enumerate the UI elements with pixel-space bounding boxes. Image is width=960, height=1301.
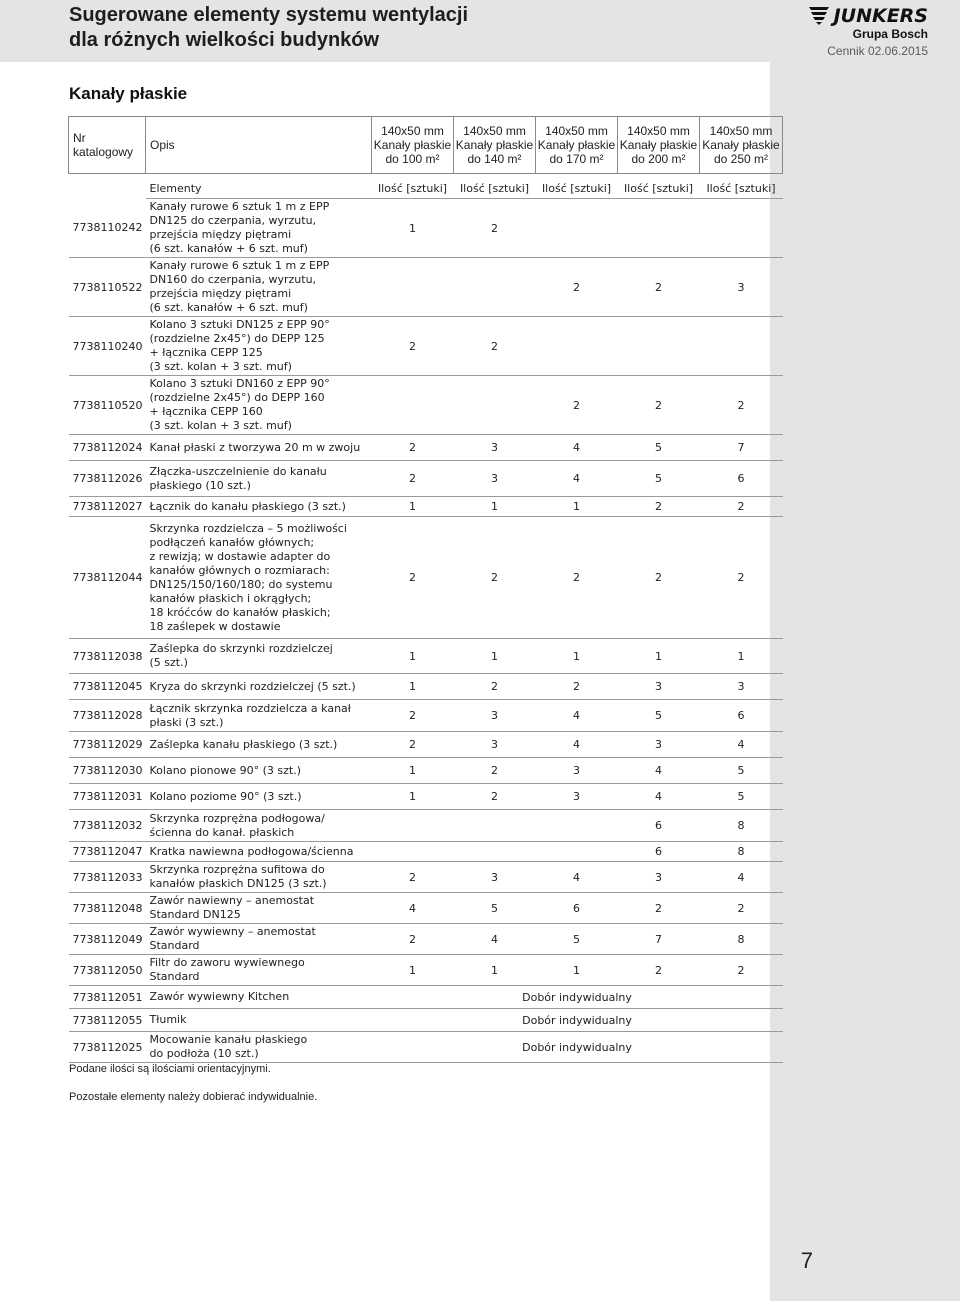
quantity-cell: 2 [618,376,700,435]
quantity-cell: 3 [700,674,783,700]
quantity-cell: 1 [536,639,618,674]
quantity-cell [372,258,454,317]
catalog-number: 7738112033 [69,862,146,893]
quantity-cell: 1 [700,639,783,674]
table-row [69,732,783,758]
quantity-cell: 4 [700,862,783,893]
catalog-number: 7738112032 [69,810,146,842]
item-description: Zaślepka kanału płaskiego (3 szt.) [146,732,372,758]
catalog-number: 7738110240 [69,317,146,376]
note-individual: Pozostałe elementy należy dobierać indywidualnie. [69,1091,318,1103]
item-description: Kanał płaski z tworzywa 20 m w zwoju [146,435,372,461]
quantity-cell: 8 [700,810,783,842]
quantity-cell: 2 [454,674,536,700]
page-title [69,3,468,53]
quantity-cell: 2 [536,376,618,435]
size-line: 140x50 mm [545,124,608,138]
quantity-cell: 2 [618,258,700,317]
item-description: Kratka nawiewna podłogowa/ścienna [146,842,372,862]
catalog-number: 7738112030 [69,758,146,784]
quantity-cell: 1 [372,674,454,700]
quantity-cell [536,199,618,258]
subheader-qty: Ilość [sztuki] [372,178,454,199]
size-line: Kanały płaskie [702,138,780,152]
page-title-line-1: Sugerowane elementy systemu wentylacji [69,4,469,26]
table-row [69,1009,783,1032]
table-row [69,700,783,732]
quantity-cell: 4 [618,758,700,784]
quantity-cell: 1 [454,497,536,517]
quantity-cell: 6 [618,810,700,842]
item-description: Zaślepka do skrzynki rozdzielczej (5 szt.) [146,639,372,674]
item-description: Skrzynka rozdzielcza – 5 możliwości podłączeń kanałów głównych; z rewizją; w dostawie adapter do kanałów głównych o rozmiarach: DN125/150/160/180; do systemu kanałów płaskich i okrągłych; 18 króćców do kanałów płaskich; 18 zaślepek w dostawie [146,517,372,639]
subheader-row [69,178,783,199]
table-row [69,784,783,810]
quantity-cell: 2 [618,517,700,639]
table-row [69,842,783,862]
quantity-cell: 2 [454,758,536,784]
quantity-cell: 2 [454,517,536,639]
quantity-cell: 2 [372,732,454,758]
item-description: Kolano pionowe 90° (3 szt.) [146,758,372,784]
size-line: do 200 m² [631,152,686,166]
catalog-number: 7738112026 [69,461,146,497]
table-row [69,810,783,842]
quantity-cell: 5 [700,784,783,810]
item-description: Skrzynka rozprężna podłogowa/ ścienna do kanał. płaskich [146,810,372,842]
quantity-cell [454,810,536,842]
subheader-qty: Ilość [sztuki] [700,178,783,199]
brand-block [808,5,928,58]
table-row [69,435,783,461]
size-line: 140x50 mm [463,124,526,138]
catalog-number: 7738110520 [69,376,146,435]
item-description: Kryza do skrzynki rozdzielczej (5 szt.) [146,674,372,700]
quantity-cell: 1 [536,955,618,986]
junkers-flag-icon [808,6,830,26]
quantity-cell: 3 [536,784,618,810]
column-header-description: Opis [146,117,372,174]
item-description: Zawór wywiewny – anemostat Standard [146,924,372,955]
quantity-cell: 3 [454,435,536,461]
quantity-cell: 4 [536,461,618,497]
quantity-cell [372,842,454,862]
quantity-cell: 3 [536,758,618,784]
quantity-cell: 2 [700,955,783,986]
quantity-cell: 6 [700,700,783,732]
quantity-cell: 3 [454,461,536,497]
quantity-cell: 3 [700,258,783,317]
catalog-number: 7738112024 [69,435,146,461]
individual-selection: Dobór indywidualny [372,1032,783,1063]
quantity-cell: 3 [618,732,700,758]
table-row [69,893,783,924]
page-header [0,0,960,62]
catalog-number: 7738110242 [69,199,146,258]
quantity-cell: 5 [618,461,700,497]
quantity-cell: 2 [372,517,454,639]
quantity-cell: 2 [372,862,454,893]
quantity-cell: 2 [700,376,783,435]
size-line: do 250 m² [713,152,769,166]
components-table [68,116,783,1063]
table-row [69,461,783,497]
table-row [69,639,783,674]
table-row [69,376,783,435]
catalog-number: 7738112044 [69,517,146,639]
size-line: do 100 m² [385,152,440,166]
quantity-cell [372,376,454,435]
column-header-size [536,117,618,174]
quantity-cell: 1 [372,758,454,784]
catalog-number: 7738112051 [69,986,146,1009]
catalog-number: 7738112029 [69,732,146,758]
quantity-cell [618,199,700,258]
item-description: Tłumik [146,1009,372,1032]
quantity-cell: 2 [372,700,454,732]
quantity-cell: 1 [454,639,536,674]
column-header-code-line: katalogowy [73,145,134,159]
table-row [69,955,783,986]
quantity-cell: 1 [372,639,454,674]
quantity-cell [700,317,783,376]
catalog-number: 7738112025 [69,1032,146,1063]
quantity-cell: 2 [372,924,454,955]
catalog-number: 7738112049 [69,924,146,955]
quantity-cell: 5 [618,435,700,461]
quantity-cell: 6 [700,461,783,497]
quantity-cell: 2 [536,517,618,639]
quantity-cell: 4 [536,700,618,732]
table-row [69,199,783,258]
quantity-cell [536,842,618,862]
column-header-code-line: Nr [73,131,86,145]
subheader-qty: Ilość [sztuki] [536,178,618,199]
note-approximate: Podane ilości są ilościami orientacyjnymi. [69,1063,271,1075]
quantity-cell: 2 [536,674,618,700]
section-title: Kanały płaskie [69,84,188,103]
catalog-number: 7738110522 [69,258,146,317]
quantity-cell: 2 [372,461,454,497]
size-line: Kanały płaskie [619,138,698,152]
item-description: Łącznik skrzynka rozdzielcza a kanał płaski (3 szt.) [146,700,372,732]
quantity-cell [700,199,783,258]
right-side-bar [770,62,960,1301]
individual-selection: Dobór indywidualny [372,1009,783,1032]
item-description: Mocowanie kanału płaskiego do podłoża (10 szt.) [146,1032,372,1063]
catalog-number: 7738112027 [69,497,146,517]
column-header-size [454,117,536,174]
quantity-cell: 4 [536,435,618,461]
size-line: Kanały płaskie [537,138,616,152]
quantity-cell: 2 [372,317,454,376]
quantity-cell: 2 [700,497,783,517]
catalog-number: 7738112045 [69,674,146,700]
quantity-cell: 2 [618,497,700,517]
individual-selection: Dobór indywidualny [372,986,783,1009]
quantity-cell: 1 [454,955,536,986]
quantity-cell: 4 [454,924,536,955]
quantity-cell: 3 [454,732,536,758]
size-line: 140x50 mm [709,124,773,138]
quantity-cell: 1 [536,497,618,517]
subheader-qty: Ilość [sztuki] [618,178,700,199]
quantity-cell: 8 [700,842,783,862]
quantity-cell: 2 [536,258,618,317]
item-description: Kolano poziome 90° (3 szt.) [146,784,372,810]
quantity-cell: 5 [454,893,536,924]
quantity-cell: 2 [618,955,700,986]
quantity-cell: 1 [618,639,700,674]
quantity-cell: 7 [618,924,700,955]
table-row [69,1032,783,1063]
quantity-cell: 4 [536,862,618,893]
column-header-code [69,117,146,174]
quantity-cell: 2 [618,893,700,924]
quantity-cell: 2 [700,893,783,924]
column-header-size [618,117,700,174]
brand-logo [808,5,928,27]
table-row [69,986,783,1009]
quantity-cell: 1 [372,955,454,986]
table-body [69,199,783,1063]
table-row [69,517,783,639]
catalog-number: 7738112031 [69,784,146,810]
subheader-blank [69,178,146,199]
quantity-cell: 3 [454,700,536,732]
brand-group: Grupa Bosch [852,27,928,41]
item-description: Złączka-uszczelnienie do kanału płaskiego (10 szt.) [146,461,372,497]
price-list-date: Cennik 02.06.2015 [827,44,928,58]
item-description: Zawór nawiewny – anemostat Standard DN125 [146,893,372,924]
quantity-cell: 5 [700,758,783,784]
catalog-number: 7738112055 [69,1009,146,1032]
quantity-cell: 1 [372,199,454,258]
quantity-cell: 4 [536,732,618,758]
table-row [69,758,783,784]
brand-name: JUNKERS [833,5,928,27]
quantity-cell: 2 [454,199,536,258]
quantity-cell [372,810,454,842]
quantity-cell: 4 [700,732,783,758]
size-line: 140x50 mm [381,124,444,138]
table-row [69,497,783,517]
quantity-cell: 8 [700,924,783,955]
column-header-size [372,117,454,174]
quantity-cell: 6 [536,893,618,924]
quantity-cell [536,317,618,376]
item-description: Skrzynka rozprężna sufitowa do kanałów płaskich DN125 (3 szt.) [146,862,372,893]
size-line: do 140 m² [467,152,522,166]
size-line: Kanały płaskie [455,138,534,152]
quantity-cell: 2 [454,784,536,810]
quantity-cell: 3 [618,862,700,893]
quantity-cell: 1 [372,497,454,517]
catalog-number: 7738112048 [69,893,146,924]
size-line: 140x50 mm [627,124,690,138]
quantity-cell: 3 [618,674,700,700]
size-line: Kanały płaskie [373,138,452,152]
quantity-cell [536,810,618,842]
table-row [69,317,783,376]
quantity-cell: 6 [618,842,700,862]
subheader-qty: Ilość [sztuki] [454,178,536,199]
item-description: Kolano 3 sztuki DN125 z EPP 90° (rozdzielne 2x45°) do DEPP 125 + łącznika CEPP 125 (3 szt. kolan + 3 szt. muf) [146,317,372,376]
quantity-cell [454,258,536,317]
table-row [69,258,783,317]
item-description: Kolano 3 sztuki DN160 z EPP 90° (rozdzielne 2x45°) do DEPP 160 + łącznika CEPP 160 (3 szt. kolan + 3 szt. muf) [146,376,372,435]
quantity-cell: 3 [454,862,536,893]
quantity-cell: 4 [372,893,454,924]
column-header-size [700,117,783,174]
item-description: Kanały rurowe 6 sztuk 1 m z EPP DN160 do czerpania, wyrzutu, przejścia między piętrami (6 szt. kanałów + 6 szt. muf) [146,258,372,317]
size-line: do 170 m² [549,152,604,166]
quantity-cell: 5 [618,700,700,732]
table-row [69,862,783,893]
catalog-number: 7738112047 [69,842,146,862]
quantity-cell [454,376,536,435]
table-row [69,674,783,700]
item-description: Zawór wywiewny Kitchen [146,986,372,1009]
quantity-cell [618,317,700,376]
catalog-number: 7738112028 [69,700,146,732]
table-row [69,924,783,955]
quantity-cell [454,842,536,862]
item-description: Łącznik do kanału płaskiego (3 szt.) [146,497,372,517]
item-description: Filtr do zaworu wywiewnego Standard [146,955,372,986]
quantity-cell: 1 [372,784,454,810]
quantity-cell: 2 [700,517,783,639]
item-description: Kanały rurowe 6 sztuk 1 m z EPP DN125 do czerpania, wyrzutu, przejścia między piętrami (6 szt. kanałów + 6 szt. muf) [146,199,372,258]
page-title-line-2: dla różnych wielkości budynków [69,29,380,51]
quantity-cell: 5 [536,924,618,955]
catalog-number: 7738112050 [69,955,146,986]
quantity-cell: 2 [372,435,454,461]
column-header-row [69,117,783,174]
quantity-cell: 2 [454,317,536,376]
quantity-cell: 7 [700,435,783,461]
quantity-cell: 4 [618,784,700,810]
page-number: 7 [800,1248,813,1273]
catalog-number: 7738112038 [69,639,146,674]
subheader-elements: Elementy [146,178,372,199]
